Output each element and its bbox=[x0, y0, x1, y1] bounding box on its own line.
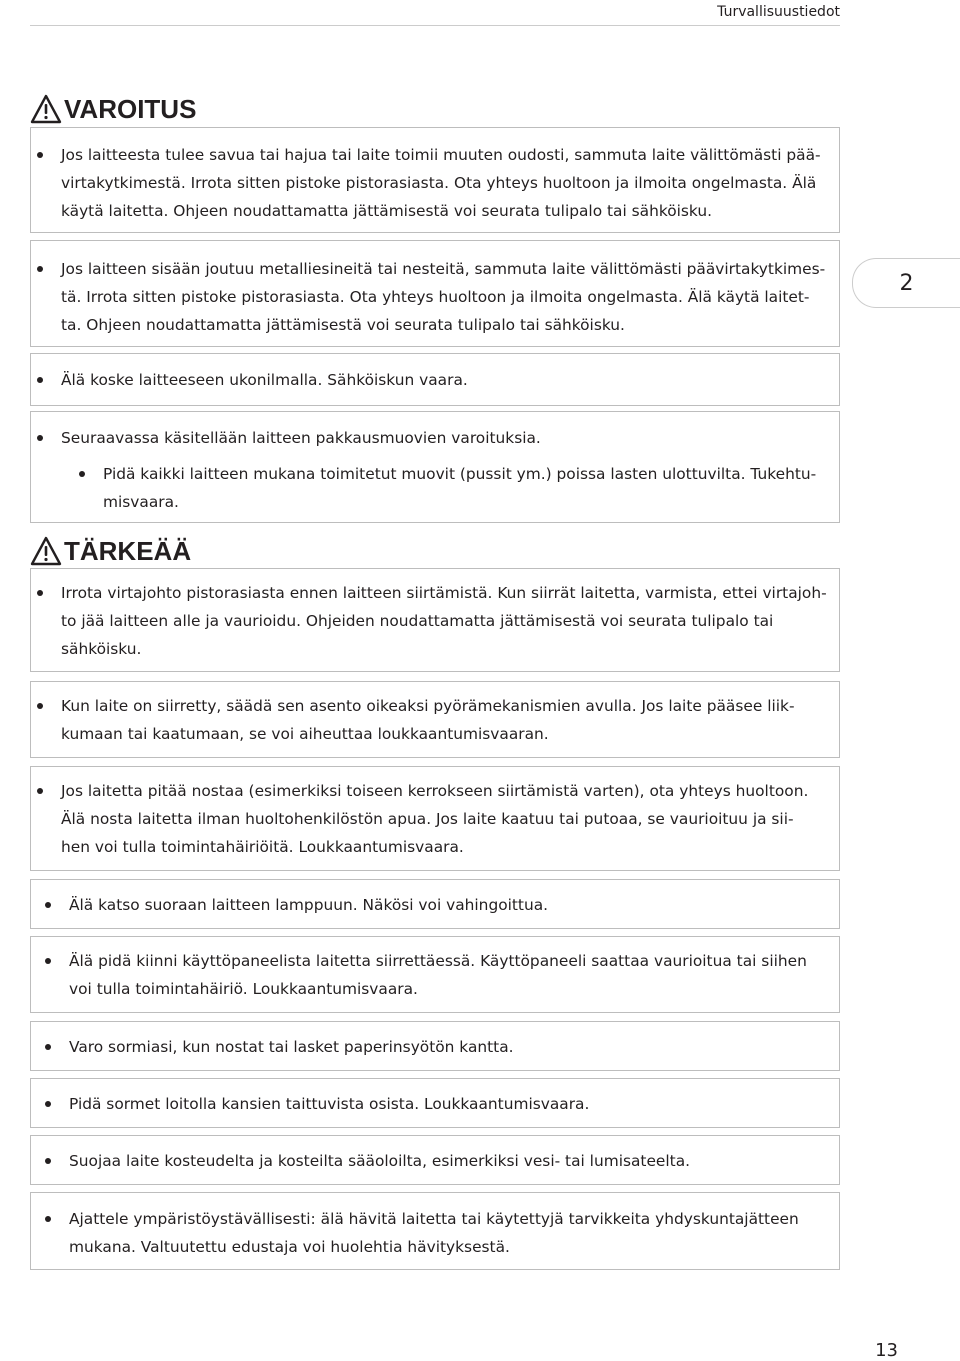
text-line: sähköisku. bbox=[61, 640, 142, 658]
bullet-item bbox=[69, 947, 807, 1003]
text-line: Ajattele ympäristöystävällisesti: älä hävitä laitetta tai käytettyjä tarvikkeita yhdyskuntajätteen bbox=[69, 1210, 799, 1228]
bullet-item bbox=[69, 1033, 514, 1061]
warning-box-1 bbox=[30, 127, 840, 233]
caution-box-6 bbox=[30, 1021, 840, 1071]
bullet-item bbox=[69, 1205, 799, 1261]
warning-triangle-icon bbox=[30, 536, 62, 566]
warning-box-3 bbox=[30, 353, 840, 406]
text-line: tä. Irrota sitten pistoke pistorasiasta. Ota yhteys huoltoon ja ilmoita ongelmasta. Älä käytä laitet- bbox=[61, 288, 810, 306]
caution-heading-text: TÄRKEÄÄ bbox=[64, 535, 192, 566]
warning-heading bbox=[30, 92, 196, 126]
text-line: Irrota virtajohto pistorasiasta ennen laitteen siirtämistä. Kun siirrät laitetta, varmista, ettei virtajoh- bbox=[61, 584, 827, 602]
caution-heading bbox=[30, 534, 191, 568]
text-line: kumaan tai kaatumaan, se voi aiheuttaa loukkaantumisvaaran. bbox=[61, 725, 549, 743]
caution-box-5 bbox=[30, 936, 840, 1013]
text-line: hen voi tulla toimintahäiriöitä. Loukkaantumisvaara. bbox=[61, 838, 464, 856]
text-line: misvaara. bbox=[103, 493, 179, 511]
page-number: 13 bbox=[875, 1340, 898, 1361]
running-header: Turvallisuustiedot bbox=[717, 4, 840, 20]
header-divider bbox=[30, 25, 840, 26]
text-line: Pidä kaikki laitteen mukana toimitetut muovit (pussit ym.) poissa lasten ulottuvilta. Tukehtu- bbox=[103, 465, 817, 483]
caution-box-1 bbox=[30, 568, 840, 672]
bullet-item bbox=[69, 1147, 690, 1175]
text-line: voi tulla toimintahäiriö. Loukkaantumisvaara. bbox=[69, 980, 418, 998]
text-line: ta. Ohjeen noudattamatta jättämisestä voi seurata tulipalo tai sähköisku. bbox=[61, 316, 625, 334]
warning-box-2 bbox=[30, 240, 840, 347]
bullet-item bbox=[61, 255, 825, 339]
text-line: Älä koske laitteeseen ukonilmalla. Sähköiskun vaara. bbox=[61, 371, 468, 389]
text-line: to jää laitteen alle ja vaurioidu. Ohjeiden noudattamatta jättämisestä voi seurata tulipalo tai bbox=[61, 612, 774, 630]
caution-box-8 bbox=[30, 1135, 840, 1185]
text-line: mukana. Valtuutettu edustaja voi huolehtia hävityksestä. bbox=[69, 1238, 510, 1256]
warning-box-4 bbox=[30, 411, 840, 523]
text-line: virtakytkimestä. Irrota sitten pistoke pistorasiasta. Ota yhteys huoltoon ja ilmoita ongelmasta. Älä bbox=[61, 174, 817, 192]
bullet-item bbox=[69, 891, 548, 919]
sub-bullet-item bbox=[103, 460, 816, 516]
caution-box-4 bbox=[30, 879, 840, 929]
text-line: Kun laite on siirretty, säädä sen asento oikeaksi pyörämekanismien avulla. Jos laite pääsee liik- bbox=[61, 697, 795, 715]
bullet-item bbox=[61, 141, 821, 225]
text-line: Älä katso suoraan laitteen lamppuun. Näkösi voi vahingoittua. bbox=[69, 896, 549, 914]
text-line: Varo sormiasi, kun nostat tai lasket paperinsyötön kantta. bbox=[69, 1038, 514, 1056]
caution-box-7 bbox=[30, 1078, 840, 1128]
bullet-item bbox=[61, 692, 795, 748]
caution-box-2 bbox=[30, 681, 840, 758]
text-line: Seuraavassa käsitellään laitteen pakkausmuovien varoituksia. bbox=[61, 429, 541, 447]
warning-triangle-icon bbox=[30, 94, 62, 124]
text-line: Jos laitetta pitää nostaa (esimerkiksi toiseen kerrokseen siirtämistä varten), ota yhteys huoltoon. bbox=[61, 782, 809, 800]
text-line: Pidä sormet loitolla kansien taittuvista osista. Loukkaantumisvaara. bbox=[69, 1095, 590, 1113]
text-line: Älä pidä kiinni käyttöpaneelista laitetta siirrettäessä. Käyttöpaneeli saattaa vaurioitua tai siihen bbox=[69, 952, 807, 970]
bullet-item bbox=[61, 366, 468, 394]
bullet-item bbox=[69, 1090, 589, 1118]
text-line: käytä laitetta. Ohjeen noudattamatta jättämisestä voi seurata tulipalo tai sähköisku. bbox=[61, 202, 712, 220]
text-line: Jos laitteesta tulee savua tai hajua tai laite toimii muuten oudosti, sammuta laite välittömästi pää- bbox=[61, 146, 821, 164]
caution-box-9 bbox=[30, 1192, 840, 1270]
caution-box-3 bbox=[30, 766, 840, 871]
warning-heading-text: VAROITUS bbox=[64, 93, 197, 124]
text-line: Suojaa laite kosteudelta ja kosteilta sääoloilta, esimerkiksi vesi- tai lumisateelta. bbox=[69, 1152, 691, 1170]
bullet-item bbox=[61, 777, 808, 861]
chapter-tab[interactable]: 2 bbox=[852, 258, 960, 308]
bullet-item bbox=[61, 579, 827, 663]
text-line: Jos laitteen sisään joutuu metalliesineitä tai nesteitä, sammuta laite välittömästi päävirtakytkimes- bbox=[61, 260, 826, 278]
text-line: Älä nosta laitetta ilman huoltohenkilöstön apua. Jos laite kaatuu tai putoaa, se vaurioituu ja sii- bbox=[61, 810, 794, 828]
bullet-item bbox=[61, 424, 541, 452]
